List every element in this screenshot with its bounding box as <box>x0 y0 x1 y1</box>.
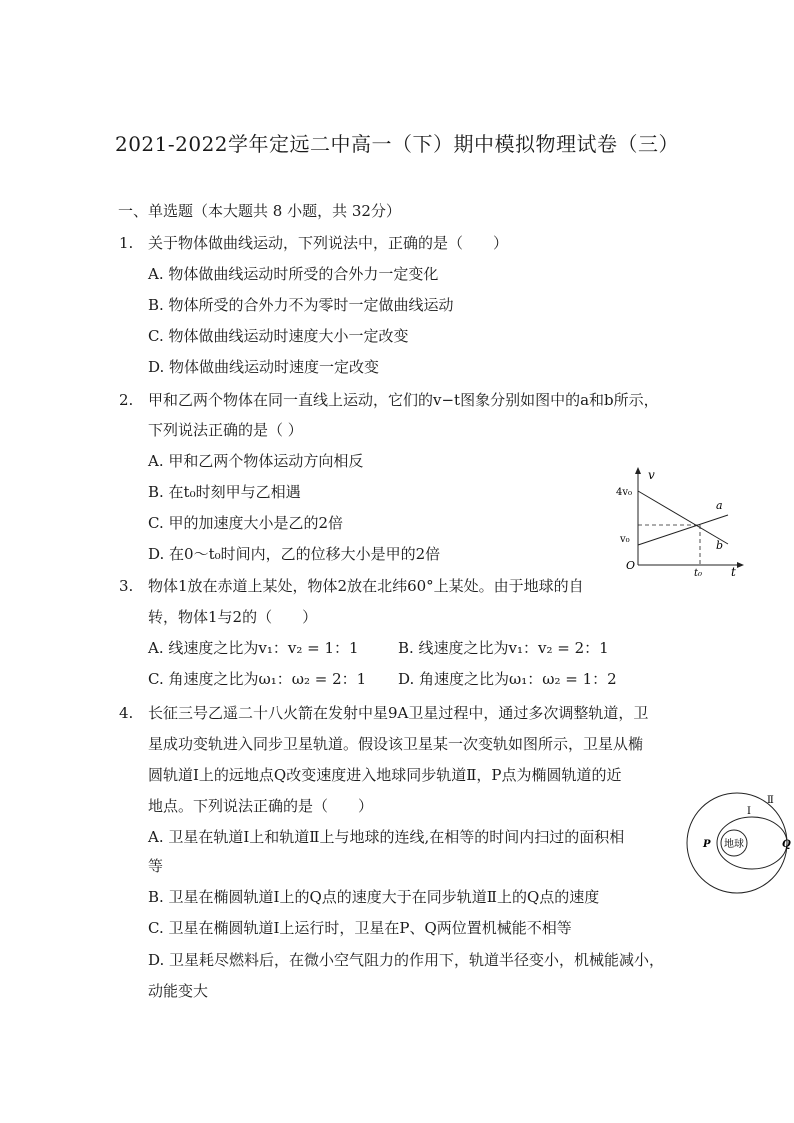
question-4-option-b[interactable]: B. 卫星在椭圆轨道Ⅰ上的Q点的速度大于在同步轨道Ⅱ上的Q点的速度 <box>148 888 600 906</box>
earth-label: 地球 <box>724 839 744 850</box>
question-4-stem-line-4: 地点。下列说法正确的是（ ） <box>148 797 374 815</box>
section-heading: 一、单选题（本大题共 8 小题，共 32分） <box>118 202 401 220</box>
question-1-stem: 关于物体做曲线运动，下列说法中，正确的是（ ） <box>148 234 509 252</box>
question-4-option-a[interactable]: A. 卫星在轨道Ⅰ上和轨道Ⅱ上与地球的连线,在相等的时间内扫过的面积相 <box>148 828 625 846</box>
orbit-figure <box>681 789 794 894</box>
vt-origin-label: O <box>626 559 636 572</box>
point-q-label: Q <box>782 839 791 850</box>
orbit-i-label: Ⅰ <box>747 806 751 817</box>
vt-y-arrow-icon <box>635 467 641 474</box>
question-3-option-a[interactable]: A. 线速度之比为v₁：v₂ = 1：1 <box>148 639 359 657</box>
point-p-label: P <box>703 839 711 850</box>
question-1-option-b[interactable]: B. 物体所受的合外力不为零时一定做曲线运动 <box>148 296 454 314</box>
question-4-number: 4. <box>119 704 134 722</box>
question-4-option-c[interactable]: C. 卫星在椭圆轨道Ⅰ上运行时，卫星在P、Q两位置机械能不相等 <box>148 919 572 937</box>
question-3-stem-line-1: 物体1放在赤道上某处，物体2放在北纬60°上某处。由于地球的自 <box>148 577 584 595</box>
question-4-stem-line-1: 长征三号乙遥二十八火箭在发射中星9A卫星过程中，通过多次调整轨道，卫 <box>148 704 649 722</box>
vt-x-arrow-icon <box>737 562 744 568</box>
question-4-option-a-continued: 等 <box>148 857 164 875</box>
question-3-option-d[interactable]: D. 角速度之比为ω₁：ω₂ = 1：2 <box>398 670 617 688</box>
question-1-option-c[interactable]: C. 物体做曲线运动时速度大小一定改变 <box>148 327 409 345</box>
vt-line-b-label: b <box>716 539 724 552</box>
question-4-option-d[interactable]: D. 卫星耗尽燃料后，在微小空气阻力的作用下，轨道半径变小，机械能减小， <box>148 951 665 969</box>
question-3-option-c[interactable]: C. 角速度之比为ω₁：ω₂ = 2：1 <box>148 670 367 688</box>
question-2-number: 2. <box>119 391 134 409</box>
vt-y-low-label: v₀ <box>620 534 630 545</box>
question-1-option-d[interactable]: D. 物体做曲线运动时速度一定改变 <box>148 358 380 376</box>
vt-t0-label: t₀ <box>694 568 703 577</box>
question-4-stem-line-2: 星成功变轨进入同步卫星轨道。假设该卫星某一次变轨如图所示，卫星从椭 <box>148 735 644 753</box>
question-3-number: 3. <box>119 577 134 595</box>
question-2-stem-line-1: 甲和乙两个物体在同一直线上运动，它们的v−t图象分别如图中的a和b所示， <box>148 391 659 409</box>
vt-line-a <box>638 515 728 545</box>
question-4-stem-line-3: 圆轨道Ⅰ上的远地点Q改变速度进入地球同步轨道Ⅱ，P点为椭圆轨道的近 <box>148 766 622 784</box>
question-3-option-b[interactable]: B. 线速度之比为v₁：v₂ = 2：1 <box>398 639 609 657</box>
vt-y-top-label: 4v₀ <box>616 487 633 498</box>
vt-x-axis-label: t <box>731 565 736 577</box>
question-2-option-c[interactable]: C. 甲的加速度大小是乙的2倍 <box>148 514 344 532</box>
question-2-stem-line-2: 下列说法正确的是（ ） <box>148 421 303 439</box>
question-2-option-a[interactable]: A. 甲和乙两个物体运动方向相反 <box>148 452 364 470</box>
question-4-option-d-continued: 动能变大 <box>148 982 209 1000</box>
vt-line-a-label: a <box>716 499 723 512</box>
vt-graph-figure <box>612 465 752 577</box>
question-1-number: 1. <box>119 234 134 252</box>
question-1-option-a[interactable]: A. 物体做曲线运动时所受的合外力一定变化 <box>148 265 439 283</box>
orbit-ii-label: Ⅱ <box>767 795 774 806</box>
question-3-stem-line-2: 转，物体1与2的（ ） <box>148 608 318 626</box>
page-title: 2021-2022学年定远二中高一（下）期中模拟物理试卷（三） <box>114 132 680 156</box>
question-2-option-d[interactable]: D. 在0～t₀时间内，乙的位移大小是甲的2倍 <box>148 545 441 563</box>
vt-y-axis-label: v <box>648 468 655 482</box>
vt-line-b <box>638 491 728 544</box>
question-2-option-b[interactable]: B. 在t₀时刻甲与乙相遇 <box>148 483 301 501</box>
